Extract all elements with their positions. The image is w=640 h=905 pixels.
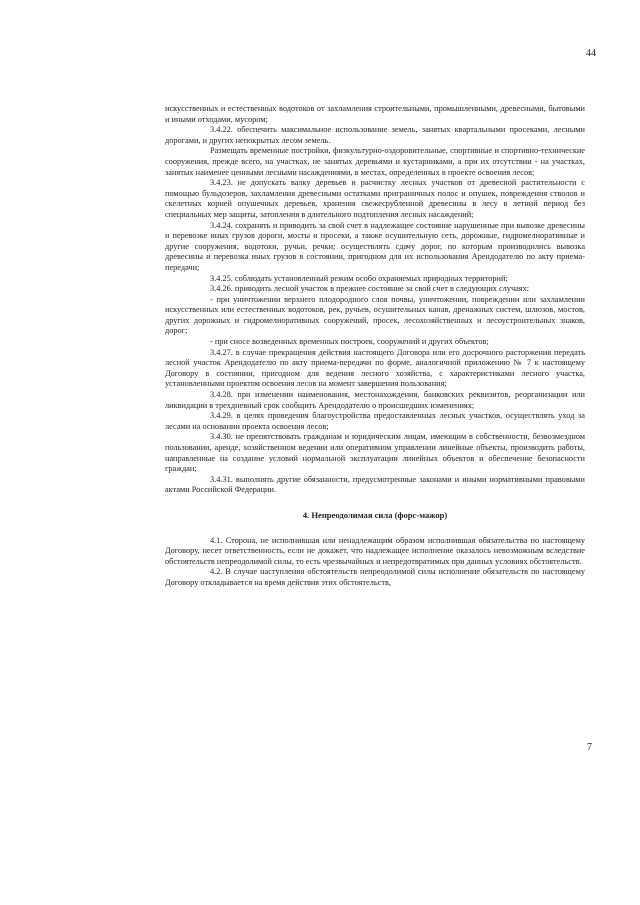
paragraph: 3.4.30. не препятствовать гражданам и юридическим лицам, имеющим в собственности, безвозмездном пользовании, аренде, хозяйственном ведении или оперативном управлении линейные объекты, производить работы, направленные на создание условий нормальной эксплуатации линейных объектов и обеспечение безопасности граждан; (165, 432, 585, 474)
section-heading: 4. Непреодолимая сила (форс-мажор) (302, 509, 448, 520)
paragraph: - при сносе возведенных временных построек, сооружений и других объектов; (210, 337, 489, 347)
paragraph: 3.4.28. при изменении наименования, местонахождения, банковских реквизитов, реорганизации или ликвидации в трехдневный срок сообщить Арендодателю о происшедших изменениях; (165, 390, 585, 410)
paragraph: 4.1. Сторона, не исполнившая или ненадлежащим образом исполнившая обязательства по настоящему Договору, несет ответственность, если не докажет, что надлежащее исполнение оказалось невозможным вследствие обстоятельств непреодолимой силы, то есть чрезвычайных и непредотвратимых при данных условиях обстоятельств. (165, 535, 585, 566)
paragraph: 3.4.26. приводить лесной участок в прежнее состояние за свой счет в следующих случаях: (210, 284, 530, 294)
paragraph: 3.4.25. соблюдать установленный режим особо охраняемых природных территорий; (210, 273, 508, 283)
paragraph: 3.4.27. в случае прекращения действия настоящего Договора или его досрочного расторжения передать лесной участок Арендодателю по акту приема-передачи по форме, аналогичной приложению № 7 к настоящему Договору в состоянии, пригодном для ведения лесного хозяйства, с характеристиками лесного участка, установленными проектом освоения лесов на момент завершения пользования; (165, 347, 585, 389)
paragraph: - при уничтожении верхнего плодородного слоя почвы, уничтожении, повреждении или захламлении искусственных или естественных водотоков, рек, ручьев, осушительных канав, дренажных систем, шлюзов, мостов, других дорожных и гидромелиоративных сооружений, просек, лесохозяйственных и лесоустроительных знаков, дорог; (165, 294, 585, 336)
page-number-bottom: 7 (587, 742, 592, 753)
paragraph: 3.4.24. сохранять и приводить за свой счет в надлежащее состояние нарушенные при вывозке древесины и перевозке иных грузов дороги, мосты и просеки, а также осушительную сеть, дорожные, гидромелиоративные и другие сооружения, водотоки, ручьи, речки; осуществлять сдачу дорог, по которым производились вывозка древесины и перевозка иных грузов в состоянии, пригодном для их использования Арендодателю по акту приема-передачи; (165, 220, 585, 272)
page-number-top: 44 (586, 48, 596, 59)
paragraphs-after (165, 536, 585, 589)
paragraph: 3.4.31. выполнять другие обязанности, предусмотренные законами и иными нормативными правовыми актами Российской Федерации. (165, 474, 585, 495)
paragraph: искусственных и естественных водотоков от захламления строительными, промышленными, древесными, бытовыми и иными отходами, мусором; (165, 104, 585, 124)
document-body (165, 104, 585, 589)
paragraph: 3.4.29. в целях проведения благоустройства предоставленных лесных участков, осуществлять уход за лесами на основании проекта освоения лесов; (165, 411, 585, 431)
paragraphs-before (165, 104, 585, 496)
paragraph: Размещать временные постройки, физкультурно-оздоровительные, спортивные и спортивно-технические сооружения, прежде всего, на участках, не занятых деревьями и кустарниками, а при их отсутствии - на участках, занятых наименее ценными лесными насаждениями, в местах, определенных в проекте освоения лесов; (165, 146, 585, 177)
paragraph: 3.4.23. не допускать валку деревьев и расчистку лесных участков от древесной растительности с помощью бульдозеров, захламления древесными остатками приграничных полос и опушек, повреждения стволов и скелетных корней опушечных деревьев, хранения свежесрубленной древесины в лесу в летний период без специальных мер защиты, затопления в длительного подтопления лесных насаждений; (165, 178, 585, 219)
paragraph: 3.4.22. обеспечить максимальное использование земель, занятых квартальными просеками, лесными дорогами, и других непокрытых лесом земель. (165, 125, 585, 145)
paragraph: 4.2. В случае наступления обстоятельств непреодолимой силы исполнение обязательств по настоящему Договору откладывается на время действия этих обстоятельств, (165, 567, 585, 587)
